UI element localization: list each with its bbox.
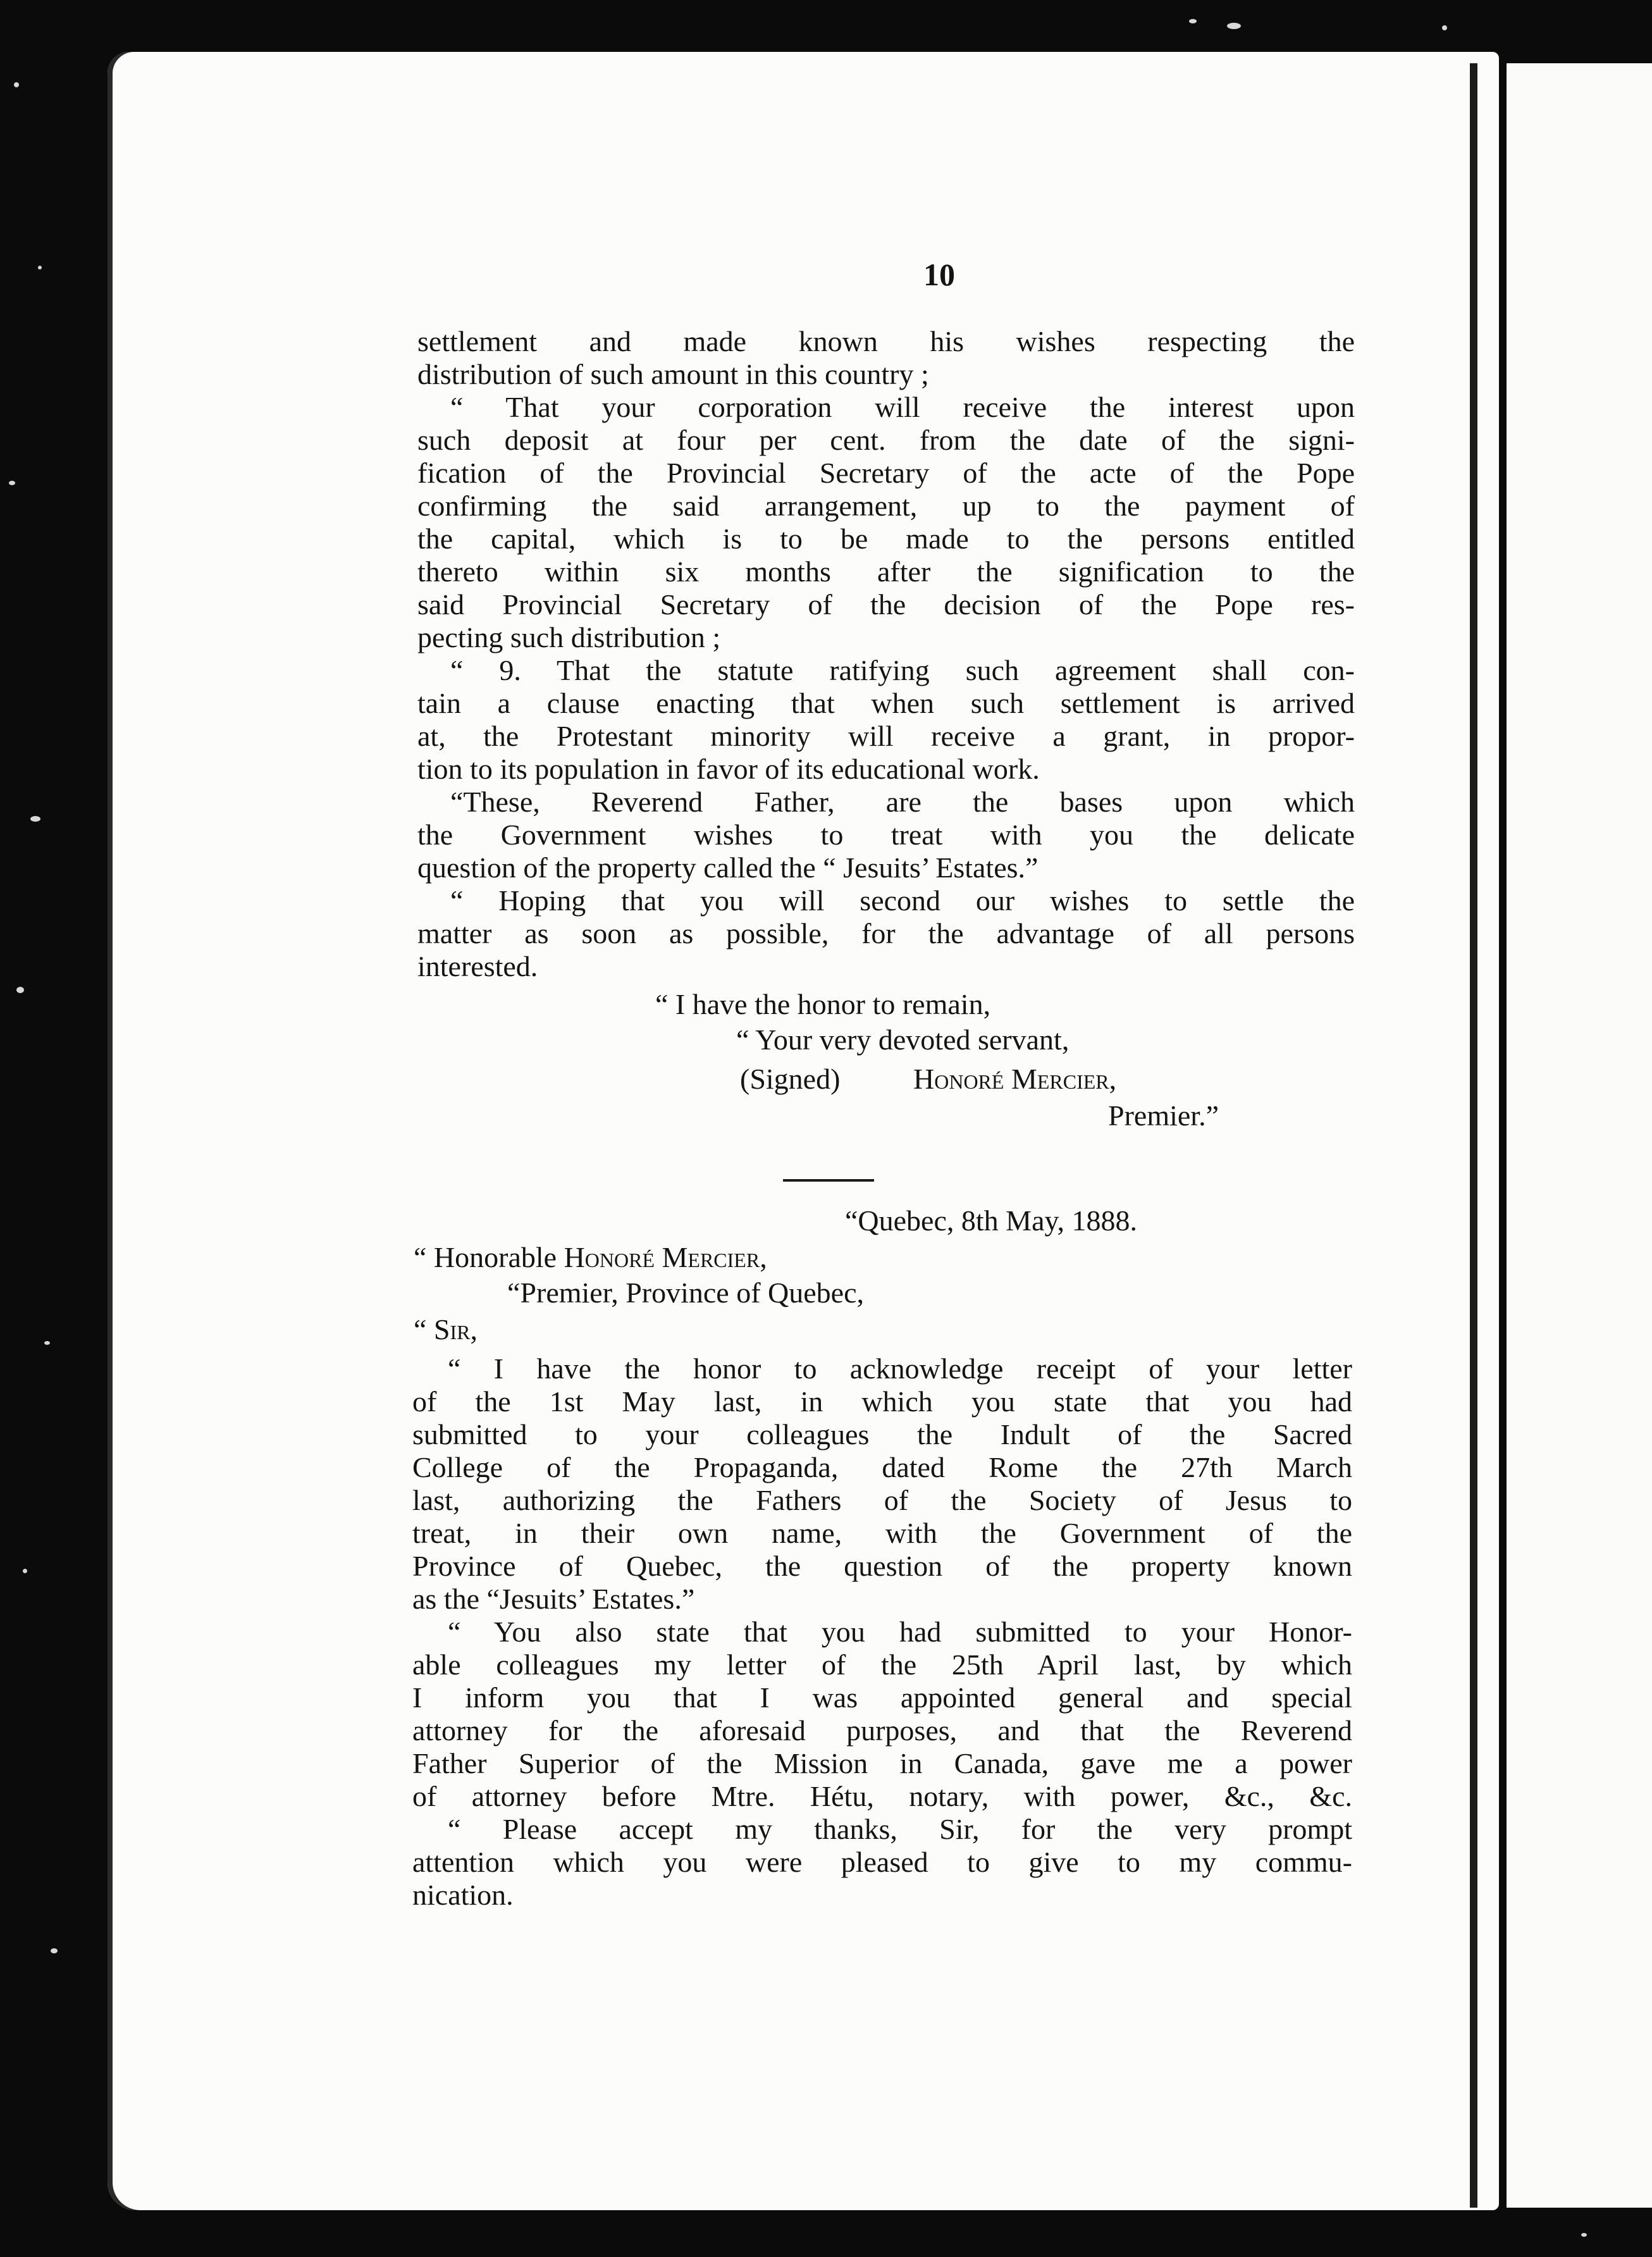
text-line: fication of the Provincial Secretary of the acte of the Pope <box>417 457 1355 489</box>
text-line: matter as soon as possible, for the advantage of all persons <box>417 917 1355 949</box>
scan-speck <box>1581 2233 1587 2237</box>
salutation <box>414 1313 478 1346</box>
text-line: as the “Jesuits’ Estates.” <box>412 1583 695 1615</box>
text-line: tion to its population in favor of its educational work. <box>417 753 1040 785</box>
page-gutter <box>1470 63 1477 2208</box>
section-divider <box>783 1179 874 1182</box>
text-line: “ Hoping that you will second our wishes to settle the <box>450 884 1355 917</box>
scan-speck <box>16 987 24 993</box>
text-line: settlement and made known his wishes respecting the <box>417 325 1355 357</box>
text-line: Father Superior of the Mission in Canada, gave me a power <box>412 1747 1352 1779</box>
signatory-title: Premier.” <box>1108 1099 1219 1132</box>
closing-servant: “ Your very devoted servant, <box>736 1023 1069 1056</box>
signatory-name: Honoré Mercier, <box>913 1063 1117 1095</box>
scan-speck <box>1442 25 1447 30</box>
text-line: last, authorizing the Fathers of the Society of Jesus to <box>412 1484 1352 1516</box>
text-line: “ 9. That the statute ratifying such agreement shall con- <box>450 654 1355 686</box>
text-line: “ Please accept my thanks, Sir, for the very prompt <box>448 1813 1352 1845</box>
salutation-text: Sir, <box>433 1313 478 1345</box>
scan-speck <box>44 1341 50 1345</box>
text-line: at, the Protestant minority will receive a grant, in propor- <box>417 720 1355 752</box>
scan-speck <box>38 266 42 269</box>
page-text <box>108 52 1499 2210</box>
scan-speck <box>23 1569 27 1573</box>
text-line: confirming the said arrangement, up to the payment of <box>417 490 1355 522</box>
text-line: “ You also state that you had submitted to your Honor- <box>448 1616 1352 1648</box>
salutation-prefix: “ <box>414 1313 434 1345</box>
text-line: attorney for the aforesaid purposes, and that the Reverend <box>412 1714 1352 1747</box>
text-line: such deposit at four per cent. from the date of the signi- <box>417 424 1355 456</box>
scan-speck <box>51 1948 58 1953</box>
text-line: pecting such distribution ; <box>417 621 721 653</box>
page-number: 10 <box>923 257 955 292</box>
address-name <box>414 1241 767 1274</box>
text-line: tain a clause enacting that when such settlement is arrived <box>417 687 1355 719</box>
scan-speck <box>1227 23 1241 29</box>
text-line: the Government wishes to treat with you the delicate <box>417 819 1355 851</box>
facing-page-edge <box>1507 63 1652 2208</box>
address-title: “Premier, Province of Quebec, <box>507 1277 864 1309</box>
text-line: thereto within six months after the signification to the <box>417 555 1355 588</box>
scan-speck <box>1189 19 1197 23</box>
signed-label: (Signed) <box>740 1063 841 1095</box>
text-line: “ I have the honor to acknowledge receipt of your letter <box>448 1352 1352 1385</box>
closing-remain: “ I have the honor to remain, <box>655 988 991 1020</box>
text-line: submitted to your colleagues the Indult of the Sacred <box>412 1418 1352 1450</box>
text-line: Province of Quebec, the question of the property known <box>412 1550 1352 1582</box>
text-line: attention which you were pleased to give to my commu- <box>412 1846 1352 1878</box>
text-line: I inform you that I was appointed general and special <box>412 1681 1352 1714</box>
text-line: nication. <box>412 1879 514 1911</box>
text-line: question of the property called the “ Jesuits’ Estates.” <box>417 851 1039 884</box>
address-prefix: “ Honorable <box>414 1241 564 1273</box>
scan-speck <box>14 82 19 87</box>
scan-speck <box>9 481 15 485</box>
text-line: College of the Propaganda, dated Rome the 27th March <box>412 1451 1352 1483</box>
text-line: interested. <box>417 950 538 982</box>
text-line: of the 1st May last, in which you state that you had <box>412 1385 1352 1418</box>
text-line: able colleagues my letter of the 25th April last, by which <box>412 1648 1352 1681</box>
text-line: “ That your corporation will receive the interest upon <box>450 391 1355 423</box>
text-line: “These, Reverend Father, are the bases upon which <box>450 786 1355 818</box>
text-line: of attorney before Mtre. Hétu, notary, with power, &c., &c. <box>412 1780 1352 1812</box>
text-line: treat, in their own name, with the Government of the <box>412 1517 1352 1549</box>
document-page <box>108 52 1499 2210</box>
text-line: said Provincial Secretary of the decision of the Pope res- <box>417 588 1355 621</box>
scan-speck <box>30 816 40 822</box>
text-line: distribution of such amount in this country ; <box>417 358 929 390</box>
dateline: “Quebec, 8th May, 1888. <box>845 1204 1137 1237</box>
text-line: the capital, which is to be made to the persons entitled <box>417 523 1355 555</box>
address-name-text: Honoré Mercier, <box>564 1241 767 1273</box>
